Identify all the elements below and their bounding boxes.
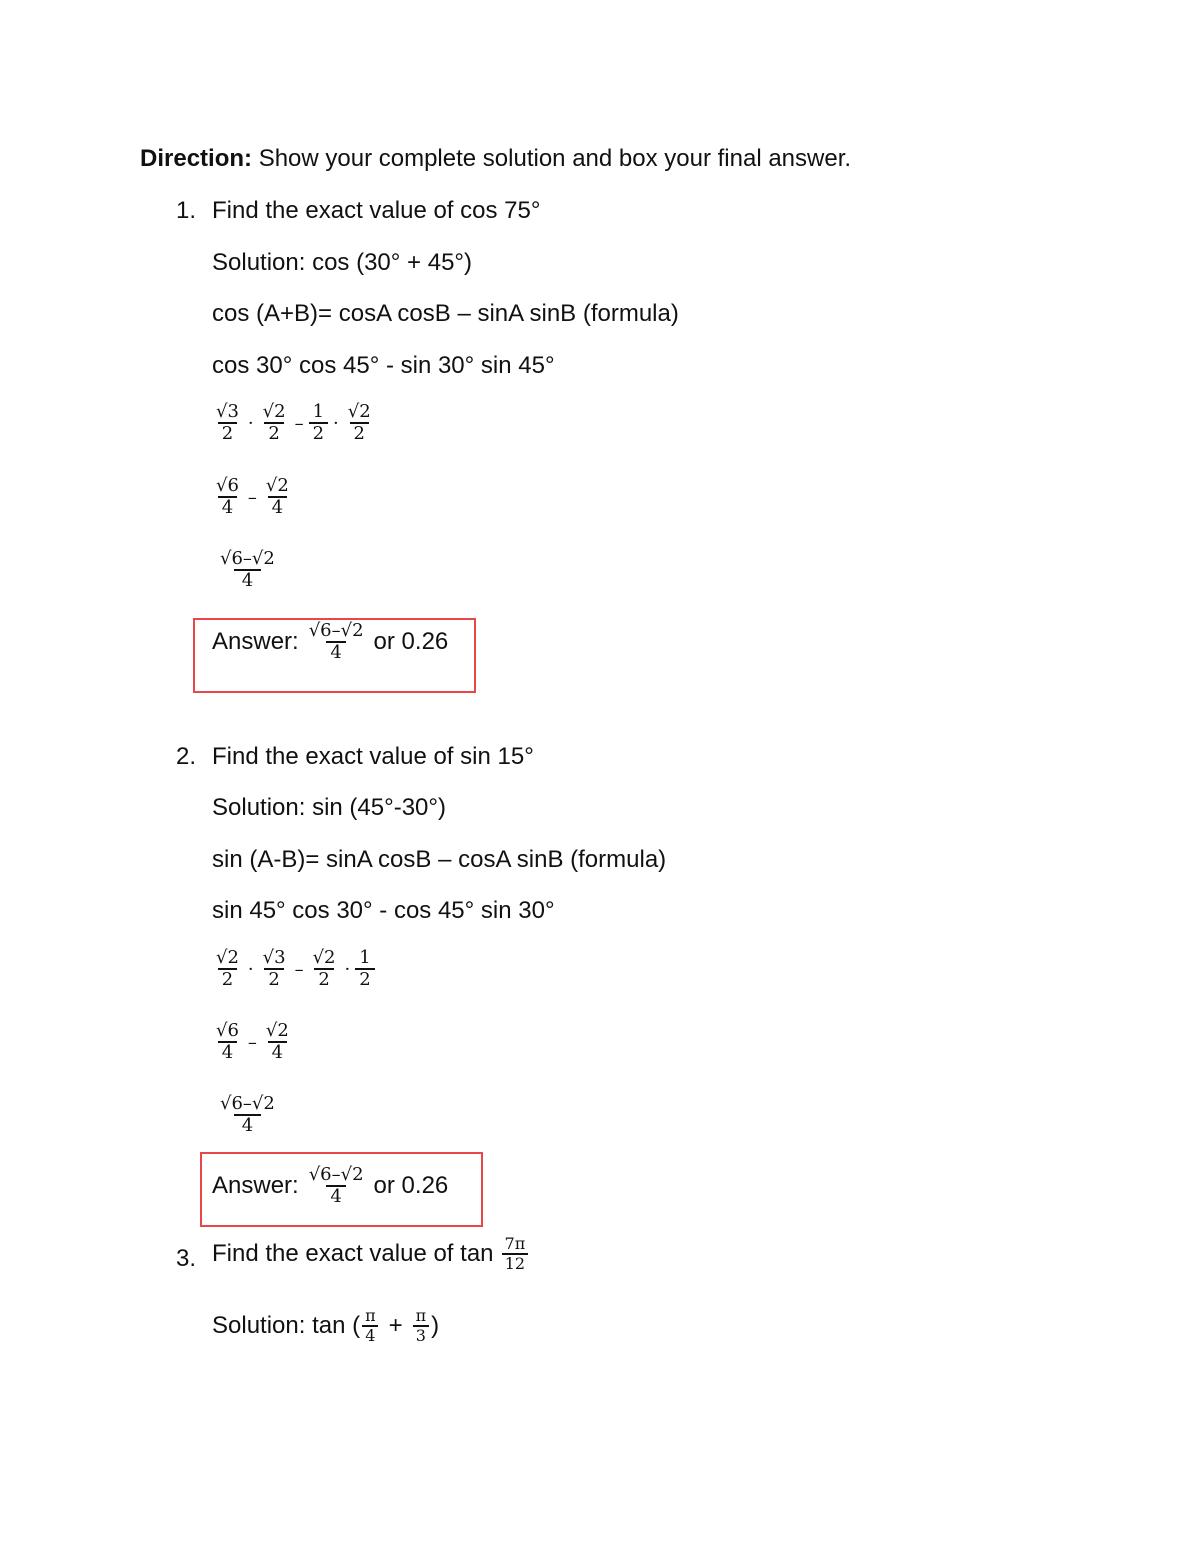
problem-3-solution-suffix: ) bbox=[431, 1312, 440, 1339]
fraction: $\frac{√2}{2}$ bbox=[216, 947, 239, 990]
problem-3-number: 3. bbox=[176, 1245, 197, 1272]
problem-1-step-2 bbox=[210, 476, 295, 518]
problem-2-expansion: sin 45° cos 30° - cos 45° sin 30° bbox=[212, 897, 555, 924]
problem-2-step-3 bbox=[210, 1094, 285, 1136]
fraction: $\frac{√2}{4}$ bbox=[265, 1020, 289, 1063]
fraction: $\frac{√6}{4}$ bbox=[216, 475, 239, 518]
question-fraction: $\frac{7\pi}{12}$ bbox=[502, 1235, 529, 1273]
problem-3-solution-line bbox=[212, 1307, 439, 1345]
answer-fraction: $\frac{√6-√2}{4}$ bbox=[308, 1164, 364, 1207]
problem-1-answer bbox=[212, 621, 448, 663]
problem-2-number: 2. bbox=[176, 743, 197, 770]
fraction: $\frac{√6}{4}$ bbox=[216, 1020, 239, 1063]
problem-1-expansion: cos 30° cos 45° - sin 30° sin 45° bbox=[212, 352, 555, 379]
fraction: $\frac{√3}{2}$ bbox=[216, 401, 239, 444]
plus-operator: + bbox=[388, 1312, 403, 1339]
dot-operator: · bbox=[344, 958, 351, 980]
dot-operator: · bbox=[247, 958, 254, 980]
fraction: $\frac{1}{2}$ bbox=[355, 948, 374, 990]
solution-fraction-1: $\frac{\pi}{4}$ bbox=[362, 1307, 379, 1345]
dot-operator: · bbox=[247, 412, 254, 434]
answer-fraction: $\frac{√6-√2}{4}$ bbox=[308, 620, 364, 663]
problem-3-question-line bbox=[212, 1235, 530, 1273]
minus-operator: – bbox=[247, 486, 257, 508]
direction-label: Direction: bbox=[140, 145, 253, 172]
answer-decimal: or 0.26 bbox=[373, 628, 449, 655]
answer-decimal: or 0.26 bbox=[373, 1172, 449, 1199]
answer-label: Answer: bbox=[212, 628, 299, 655]
dot-operator: · bbox=[333, 412, 339, 434]
fraction: $\frac{√3}{2}$ bbox=[262, 947, 286, 990]
problem-3-solution-prefix: Solution: tan ( bbox=[212, 1312, 361, 1339]
minus-operator: – bbox=[247, 1031, 257, 1053]
problem-1-step-1 bbox=[210, 402, 377, 444]
fraction: $\frac{√6-√2}{4}$ bbox=[220, 1093, 275, 1136]
problem-2-step-2 bbox=[210, 1021, 295, 1063]
problem-3-question: Find the exact value of tan bbox=[212, 1240, 494, 1267]
minus-operator: – bbox=[294, 958, 304, 980]
direction-text: Show your complete solution and box your final answer. bbox=[258, 145, 852, 172]
problem-2-formula: sin (A-B)= sinA cosB – cosA sinB (formula) bbox=[212, 846, 667, 873]
problem-2-step-1 bbox=[210, 948, 377, 990]
fraction: $\frac{√2}{2}$ bbox=[312, 947, 336, 990]
fraction: $\frac{√2}{4}$ bbox=[265, 475, 289, 518]
problem-1-question: Find the exact value of cos 75° bbox=[212, 197, 541, 224]
problem-2-question: Find the exact value of sin 15° bbox=[212, 743, 534, 770]
problem-1-number: 1. bbox=[176, 197, 197, 224]
problem-1-formula: cos (A+B)= cosA cosB – sinA sinB (formula) bbox=[212, 300, 679, 327]
problem-2-answer bbox=[212, 1165, 448, 1207]
problem-2-solution: Solution: sin (45°-30°) bbox=[212, 794, 446, 821]
solution-fraction-2: $\frac{\pi}{3}$ bbox=[413, 1307, 430, 1345]
direction-line bbox=[140, 145, 851, 173]
problem-1-step-3 bbox=[210, 549, 285, 591]
fraction: $\frac{√6-√2}{4}$ bbox=[220, 548, 275, 591]
fraction: $\frac{1}{2}$ bbox=[309, 402, 328, 444]
fraction: $\frac{√2}{2}$ bbox=[262, 401, 286, 444]
problem-1-solution: Solution: cos (30° + 45°) bbox=[212, 249, 473, 276]
minus-operator: – bbox=[294, 412, 304, 434]
fraction: $\frac{√2}{2}$ bbox=[347, 401, 371, 444]
answer-label: Answer: bbox=[212, 1172, 299, 1199]
